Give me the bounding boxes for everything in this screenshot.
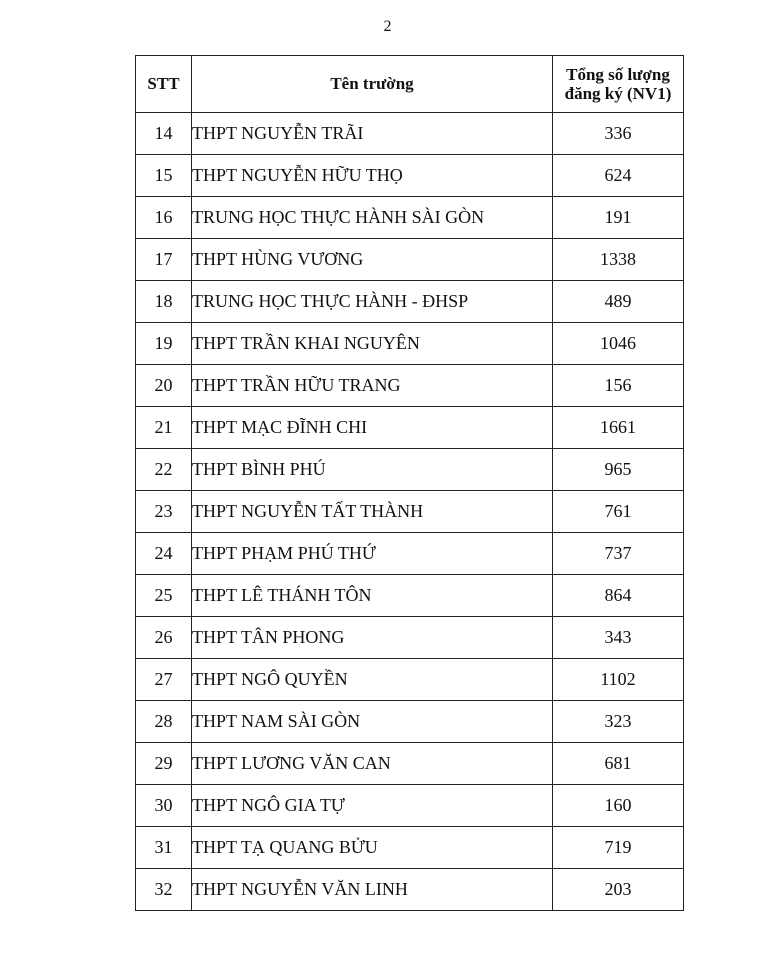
stt-cell: 21 (136, 407, 192, 449)
table-row (136, 659, 684, 701)
school-name-cell: TRUNG HỌC THỰC HÀNH SÀI GÒN (192, 197, 553, 239)
header-school-name: Tên trường (192, 56, 553, 113)
stt-cell: 16 (136, 197, 192, 239)
table-row (136, 869, 684, 911)
table-row (136, 113, 684, 155)
school-name-cell: THPT NGUYỄN HỮU THỌ (192, 155, 553, 197)
stt-cell: 30 (136, 785, 192, 827)
registration-count-cell: 343 (553, 617, 684, 659)
school-name-cell: THPT NGUYỄN VĂN LINH (192, 869, 553, 911)
stt-cell: 31 (136, 827, 192, 869)
table-row (136, 533, 684, 575)
table-row (136, 743, 684, 785)
registration-count-cell: 1338 (553, 239, 684, 281)
registration-count-cell: 1661 (553, 407, 684, 449)
school-name-cell: THPT TRẦN KHAI NGUYÊN (192, 323, 553, 365)
school-name-cell: THPT TẠ QUANG BỬU (192, 827, 553, 869)
table-row (136, 323, 684, 365)
stt-cell: 32 (136, 869, 192, 911)
registration-count-cell: 737 (553, 533, 684, 575)
table-row (136, 365, 684, 407)
registration-count-cell: 489 (553, 281, 684, 323)
registration-count-cell: 624 (553, 155, 684, 197)
registration-count-cell: 336 (553, 113, 684, 155)
stt-cell: 15 (136, 155, 192, 197)
school-name-cell: THPT NGÔ GIA TỰ (192, 785, 553, 827)
registration-count-cell: 160 (553, 785, 684, 827)
table-row (136, 701, 684, 743)
stt-cell: 29 (136, 743, 192, 785)
school-name-cell: THPT NAM SÀI GÒN (192, 701, 553, 743)
school-name-cell: THPT HÙNG VƯƠNG (192, 239, 553, 281)
table-body (136, 113, 684, 911)
table-row (136, 239, 684, 281)
table-row (136, 155, 684, 197)
school-name-cell: THPT BÌNH PHÚ (192, 449, 553, 491)
school-name-cell: THPT TÂN PHONG (192, 617, 553, 659)
school-name-cell: THPT NGUYỄN TRÃI (192, 113, 553, 155)
registration-count-cell: 864 (553, 575, 684, 617)
school-name-cell: THPT TRẦN HỮU TRANG (192, 365, 553, 407)
table-row (136, 197, 684, 239)
school-name-cell: TRUNG HỌC THỰC HÀNH - ĐHSP (192, 281, 553, 323)
header-registration-count (553, 56, 684, 113)
stt-cell: 17 (136, 239, 192, 281)
table-row (136, 407, 684, 449)
registration-count-cell: 203 (553, 869, 684, 911)
registration-count-cell: 191 (553, 197, 684, 239)
school-name-cell: THPT NGÔ QUYỀN (192, 659, 553, 701)
stt-cell: 20 (136, 365, 192, 407)
registration-count-cell: 1046 (553, 323, 684, 365)
stt-cell: 28 (136, 701, 192, 743)
table-row (136, 827, 684, 869)
registration-count-cell: 719 (553, 827, 684, 869)
school-name-cell: THPT MẠC ĐĨNH CHI (192, 407, 553, 449)
stt-cell: 22 (136, 449, 192, 491)
stt-cell: 26 (136, 617, 192, 659)
table-row (136, 617, 684, 659)
table-row (136, 491, 684, 533)
table-row (136, 449, 684, 491)
header-count-line1: Tổng số lượng (566, 65, 670, 84)
registration-count-cell: 323 (553, 701, 684, 743)
table-row (136, 575, 684, 617)
registration-count-cell: 761 (553, 491, 684, 533)
stt-cell: 27 (136, 659, 192, 701)
stt-cell: 24 (136, 533, 192, 575)
registration-count-cell: 965 (553, 449, 684, 491)
school-registration-table (135, 55, 684, 911)
table-row (136, 785, 684, 827)
school-name-cell: THPT NGUYỄN TẤT THÀNH (192, 491, 553, 533)
stt-cell: 19 (136, 323, 192, 365)
stt-cell: 25 (136, 575, 192, 617)
header-count-line2: đăng ký (NV1) (564, 84, 672, 103)
registration-count-cell: 1102 (553, 659, 684, 701)
table-header-row (136, 56, 684, 113)
stt-cell: 23 (136, 491, 192, 533)
registration-count-cell: 156 (553, 365, 684, 407)
school-name-cell: THPT LƯƠNG VĂN CAN (192, 743, 553, 785)
school-name-cell: THPT LÊ THÁNH TÔN (192, 575, 553, 617)
page-number: 2 (383, 18, 392, 35)
school-name-cell: THPT PHẠM PHÚ THỨ (192, 533, 553, 575)
stt-cell: 18 (136, 281, 192, 323)
stt-cell: 14 (136, 113, 192, 155)
registration-count-cell: 681 (553, 743, 684, 785)
header-stt: STT (136, 56, 192, 113)
table-row (136, 281, 684, 323)
